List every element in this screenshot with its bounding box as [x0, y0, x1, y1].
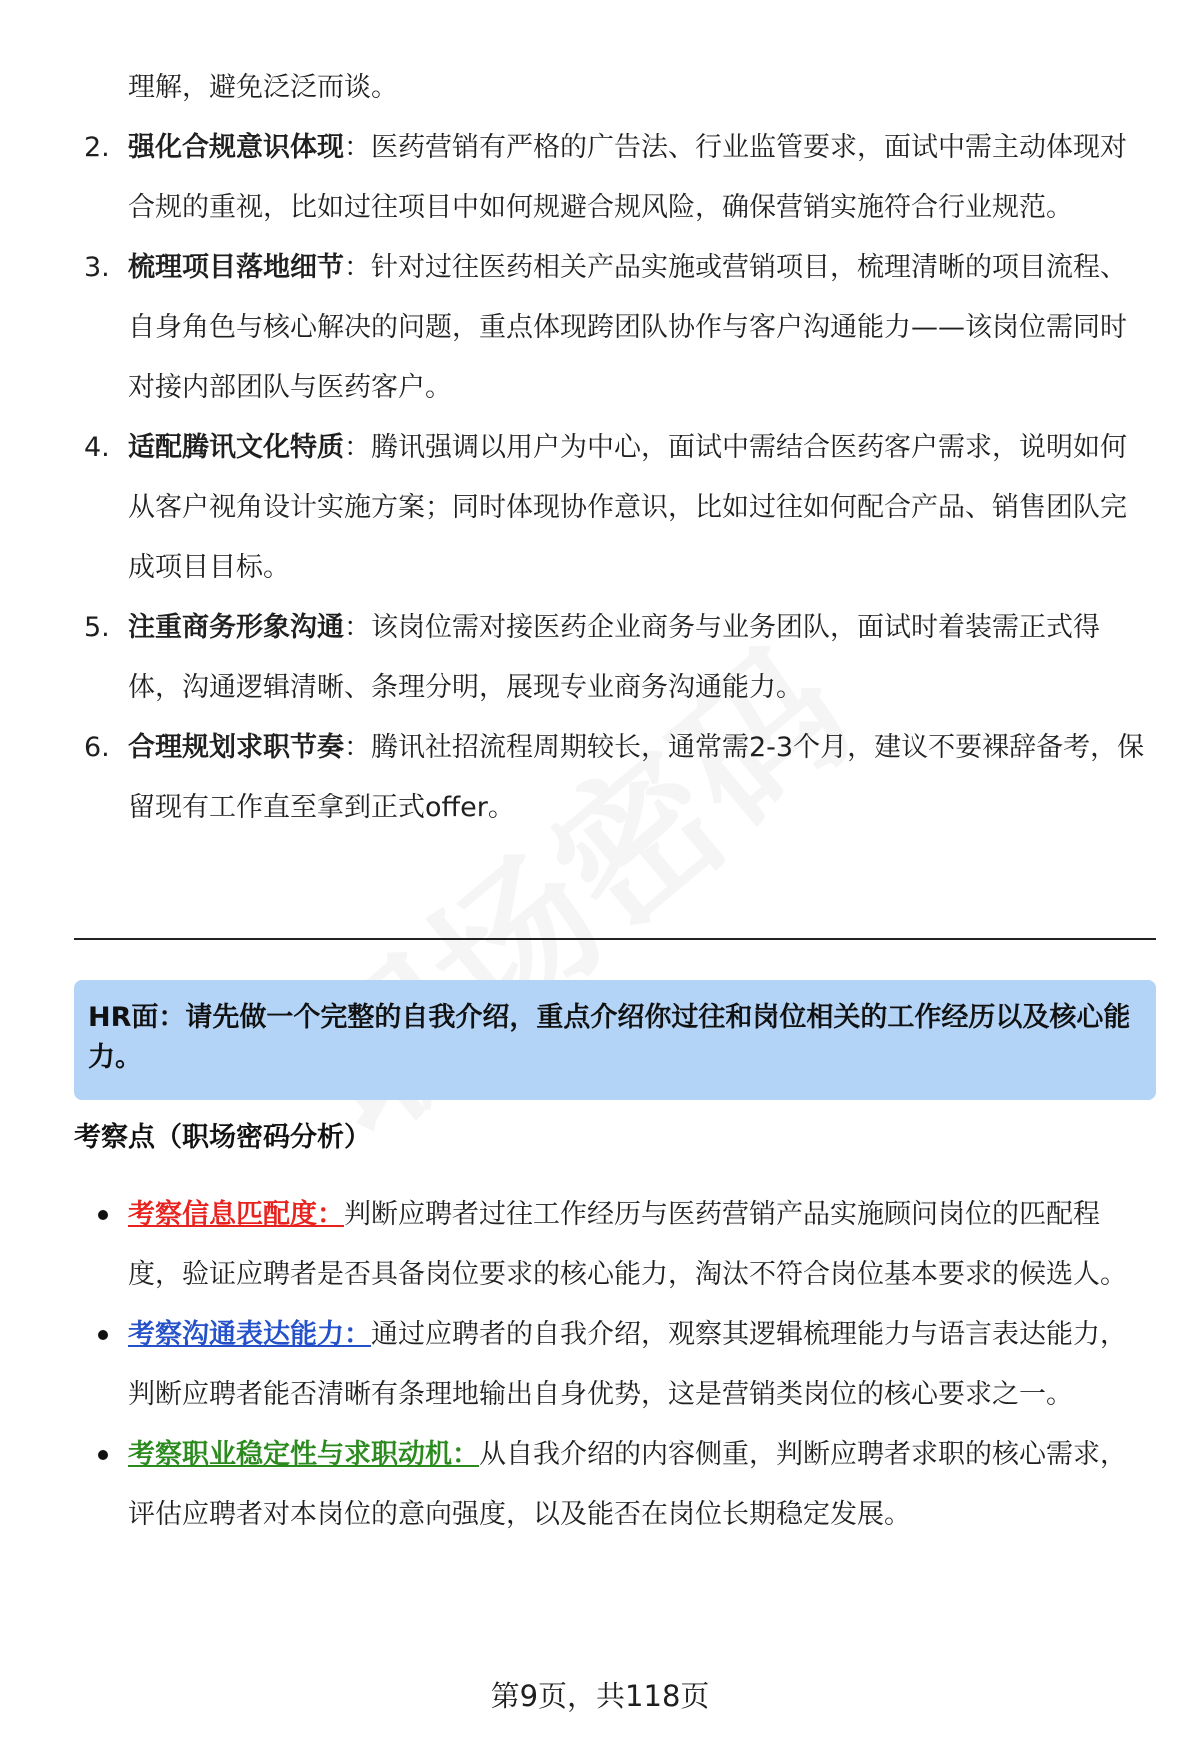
bullet-item: [0, 1425, 1148, 1545]
bullet-dot-icon: [98, 1210, 108, 1220]
question-callout: [74, 980, 1156, 1100]
item-body: 针对过往医药相关产品实施或营销项目，梳理清晰的项目流程、自身角色与核心解决的问题，重点体现跨团队协作与客户沟通能力——该岗位需同时对接内部团队与医药客户。: [128, 252, 1127, 403]
numbered-item: [0, 598, 1148, 718]
item-separator: ：: [344, 252, 371, 283]
numbered-item: [0, 118, 1148, 238]
item-number: 4.: [84, 432, 110, 463]
item-title: 梳理项目落地细节: [128, 252, 344, 283]
numbered-item: [0, 238, 1148, 418]
numbered-list: [0, 118, 1200, 838]
item-separator: ：: [344, 432, 371, 463]
page-footer: 第9页，共118页: [490, 1679, 710, 1713]
item-title: 适配腾讯文化特质: [128, 432, 344, 463]
item-number: 3.: [84, 252, 110, 283]
item-title: 注重商务形象沟通: [128, 612, 344, 643]
continuation-text: 理解，避免泛泛而谈。: [128, 72, 398, 103]
bullet-dot-icon: [98, 1450, 108, 1460]
item-body: 该岗位需对接医药企业商务与业务团队，面试时着装需正式得体，沟通逻辑清晰、条理分明，展现专业商务沟通能力。: [128, 612, 1100, 703]
item-body: 腾讯社招流程周期较长，通常需2-3个月，建议不要裸辞备考，保留现有工作直至拿到正式offer。: [128, 732, 1145, 823]
item-separator: ：: [344, 732, 371, 763]
bullet-item: [0, 1185, 1148, 1305]
numbered-item: [0, 418, 1148, 598]
item-title: 合理规划求职节奏: [128, 732, 344, 763]
bullet-body: 判断应聘者过往工作经历与医药营销产品实施顾问岗位的匹配程度，验证应聘者是否具备岗位要求的核心能力，淘汰不符合岗位基本要求的候选人。: [128, 1199, 1127, 1290]
bullet-dot-icon: [98, 1330, 108, 1340]
section-heading: 考察点（职场密码分析）: [74, 1122, 371, 1153]
section-divider: [74, 938, 1156, 940]
bullet-label: 考察沟通表达能力：: [128, 1319, 371, 1350]
bullet-list: [0, 1185, 1200, 1545]
bullet-item: [0, 1305, 1148, 1425]
item-title: 强化合规意识体现: [128, 132, 344, 163]
bullet-label: 考察信息匹配度：: [128, 1199, 344, 1230]
item-number: 5.: [84, 612, 110, 643]
item-body: 腾讯强调以用户为中心，面试中需结合医药客户需求，说明如何从客户视角设计实施方案；同时体现协作意识，比如过往如何配合产品、销售团队完成项目目标。: [128, 432, 1127, 583]
bullet-label: 考察职业稳定性与求职动机：: [128, 1439, 479, 1470]
bullet-body: 从自我介绍的内容侧重，判断应聘者求职的核心需求，评估应聘者对本岗位的意向强度，以及能否在岗位长期稳定发展。: [128, 1439, 1127, 1530]
item-number: 6.: [84, 732, 110, 763]
interview-question: HR面：请先做一个完整的自我介绍，重点介绍你过往和岗位相关的工作经历以及核心能力。: [88, 1002, 1131, 1073]
bullet-body: 通过应聘者的自我介绍，观察其逻辑梳理能力与语言表达能力，判断应聘者能否清晰有条理地输出自身优势，这是营销类岗位的核心要求之一。: [128, 1319, 1127, 1410]
item-separator: ：: [344, 132, 371, 163]
item-body: 医药营销有严格的广告法、行业监管要求，面试中需主动体现对合规的重视，比如过往项目中如何规避合规风险，确保营销实施符合行业规范。: [128, 132, 1127, 223]
item-number: 2.: [84, 132, 110, 163]
item-separator: ：: [344, 612, 371, 643]
numbered-item: [0, 718, 1148, 838]
